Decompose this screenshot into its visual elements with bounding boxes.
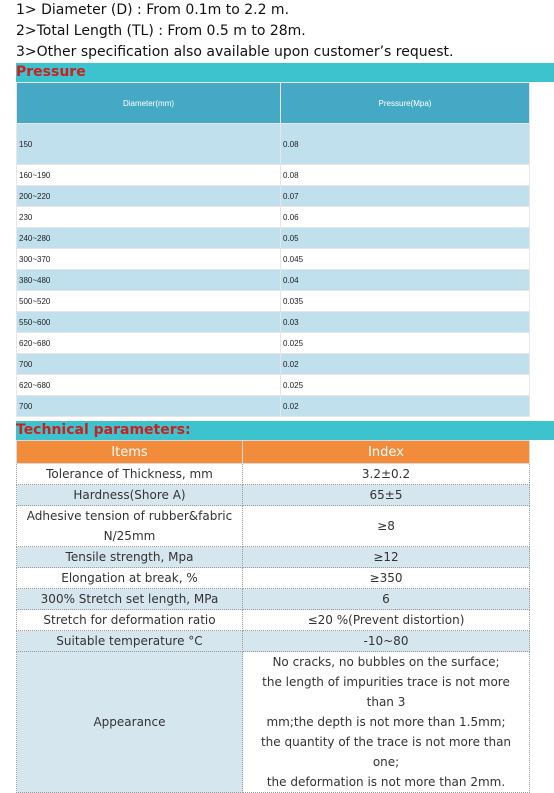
column-header-index: Index (243, 441, 530, 464)
item-cell (17, 506, 243, 547)
item-cell (17, 464, 243, 485)
pressure-cell: 0.035 (281, 291, 530, 312)
table-row (17, 396, 530, 417)
index-cell (243, 464, 530, 485)
diameter-cell: 230 (17, 207, 281, 228)
index-cell (243, 631, 530, 652)
diameter-cell: 620~680 (17, 375, 281, 396)
index-text: ≤20 %(Prevent distortion) (307, 613, 465, 627)
index-text: -10~80 (363, 634, 409, 648)
index-cell (243, 506, 530, 547)
table-row (17, 631, 530, 652)
diameter-cell: 620~680 (17, 333, 281, 354)
pressure-cell: 0.04 (281, 270, 530, 291)
index-cell (243, 589, 530, 610)
item-cell (17, 568, 243, 589)
pressure-cell: 0.08 (281, 124, 530, 165)
technical-title: Technical parameters: (16, 422, 191, 438)
item-text: Stretch for deformation ratio (43, 613, 216, 627)
table-row (17, 186, 530, 207)
table-row (17, 547, 530, 568)
technical-table (16, 440, 530, 793)
pressure-cell: 0.06 (281, 207, 530, 228)
index-cell (243, 547, 530, 568)
diameter-cell: 700 (17, 396, 281, 417)
index-text: the deformation is not more than 2mm. (266, 775, 506, 789)
diameter-cell: 150 (17, 124, 281, 165)
index-text: the quantity of the trace is not more than one; (260, 735, 512, 769)
table-row (17, 165, 530, 186)
item-cell (17, 631, 243, 652)
index-text: the length of impurities trace is not more than 3 (262, 675, 510, 709)
intro-line: 2>Total Length (TL) : From 0.5 m to 28m. (16, 23, 306, 39)
pressure-cell: 0.08 (281, 165, 530, 186)
diameter-cell: 160~190 (17, 165, 281, 186)
pressure-cell: 0.02 (281, 354, 530, 375)
intro-line: 1> Diameter (D) : From 0.1m to 2.2 m. (16, 2, 290, 18)
pressure-cell: 0.07 (281, 186, 530, 207)
table-row (17, 589, 530, 610)
table-row (17, 333, 530, 354)
diameter-cell: 700 (17, 354, 281, 375)
item-text: Appearance (93, 715, 166, 729)
index-cell (243, 568, 530, 589)
item-text: Elongation at break, % (61, 571, 198, 585)
pressure-cell: 0.03 (281, 312, 530, 333)
index-cell (243, 485, 530, 506)
index-text: No cracks, no bubbles on the surface; (272, 655, 500, 669)
table-row (17, 610, 530, 631)
item-cell (17, 610, 243, 631)
item-cell (17, 485, 243, 506)
item-text: Hardness(Shore A) (73, 488, 186, 502)
item-cell (17, 547, 243, 568)
table-row (17, 464, 530, 485)
table-row (17, 652, 530, 793)
index-text: mm;the depth is not more than 1.5mm; (266, 715, 506, 729)
item-text: N/25mm (103, 529, 156, 543)
pressure-cell: 0.045 (281, 249, 530, 270)
table-row (17, 485, 530, 506)
item-text: Tolerance of Thickness, mm (46, 467, 213, 481)
diameter-cell: 200~220 (17, 186, 281, 207)
table-row (17, 568, 530, 589)
pressure-title: Pressure (16, 64, 86, 80)
table-row (17, 207, 530, 228)
index-cell (243, 610, 530, 631)
table-row (17, 506, 530, 547)
index-text: ≥350 (369, 571, 403, 585)
index-text: 3.2±0.2 (361, 467, 411, 481)
pressure-cell: 0.02 (281, 396, 530, 417)
table-row (17, 291, 530, 312)
column-header-items: Items (17, 441, 243, 464)
technical-section-header (16, 421, 554, 440)
pressure-cell: 0.025 (281, 375, 530, 396)
column-header-diameter: Diameter(mm) (17, 83, 281, 124)
table-row (17, 312, 530, 333)
index-cell (243, 652, 530, 793)
intro-line: 3>Other specification also available upon customer’s request. (16, 44, 454, 60)
diameter-cell: 550~600 (17, 312, 281, 333)
pressure-section-header (16, 63, 554, 82)
table-row (17, 270, 530, 291)
pressure-cell: 0.025 (281, 333, 530, 354)
item-text: Adhesive tension of rubber&fabric (26, 509, 233, 523)
column-header-pressure: Pressure(Mpa) (281, 83, 530, 124)
item-cell (17, 589, 243, 610)
item-text: Tensile strength, Mpa (65, 550, 194, 564)
diameter-cell: 500~520 (17, 291, 281, 312)
table-row (17, 249, 530, 270)
table-row (17, 354, 530, 375)
diameter-cell: 240~280 (17, 228, 281, 249)
intro-text (16, 0, 546, 63)
index-text: ≥12 (373, 550, 399, 564)
table-row (17, 124, 530, 165)
index-text: 6 (382, 592, 390, 606)
item-text: 300% Stretch set length, MPa (40, 592, 219, 606)
table-row (17, 228, 530, 249)
pressure-table (16, 82, 530, 417)
index-text: ≥8 (377, 519, 395, 533)
diameter-cell: 380~480 (17, 270, 281, 291)
pressure-cell: 0.05 (281, 228, 530, 249)
item-cell (17, 652, 243, 793)
table-row (17, 375, 530, 396)
item-text: Suitable temperature °C (56, 634, 203, 648)
diameter-cell: 300~370 (17, 249, 281, 270)
index-text: 65±5 (369, 488, 403, 502)
